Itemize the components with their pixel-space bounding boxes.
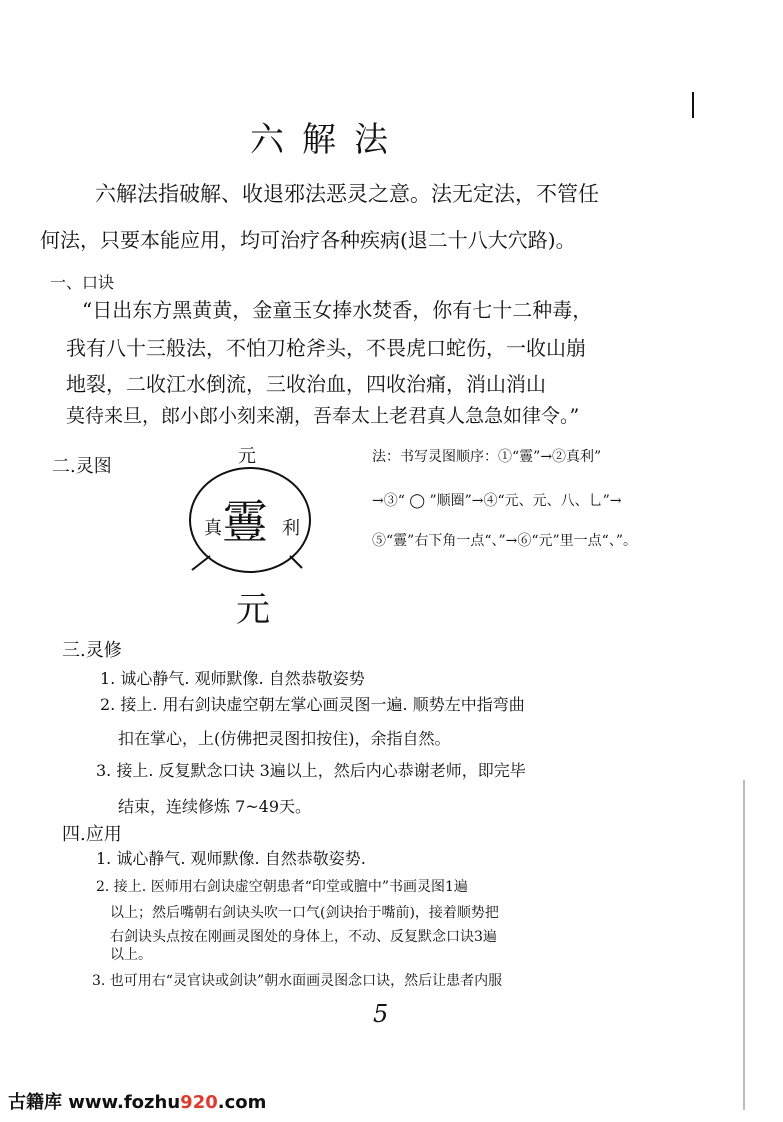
- application-item: 右剑诀头点按在刚画灵图处的身体上，不动、反复默念口诀3遍: [110, 929, 497, 945]
- section-heading-spirit-diagram: 二.灵图: [52, 456, 112, 477]
- watermark-footer: [8, 1088, 266, 1114]
- diagram-right-char: 利: [282, 518, 300, 539]
- diagram-top-char: 元: [238, 446, 256, 467]
- incantation-line: 莫待来旦，郎小郎小刻来潮，吾奉太上老君真人急急如律令。”: [66, 405, 580, 427]
- cultivation-item: 扣在掌心，上(仿佛把灵图扣按住)，余指自然。: [118, 729, 451, 748]
- section-heading-incantation: 一、口诀: [50, 273, 115, 292]
- section-heading-application: 四.应用: [62, 824, 122, 845]
- watermark-url-prefix: www.fozhu: [68, 1092, 181, 1113]
- section-heading-cultivation: 三.灵修: [62, 640, 122, 661]
- watermark-brand: 古籍库: [8, 1092, 62, 1113]
- diagram-method-line: →③“ ◯ ”顺圈”→④“元、元、八、乚”→: [372, 493, 622, 509]
- diagram-method-line: 法：书写灵图顺序：①“霻”→②真利”: [372, 449, 602, 465]
- page-title: 六解法: [250, 120, 406, 160]
- application-item: 以上；然后嘴朝右剑诀头吹一口气(剑诀抬于嘴前)，接着顺势把: [110, 905, 499, 921]
- diagram-left-char: 真: [204, 518, 222, 539]
- page-number: 5: [373, 1000, 389, 1028]
- intro-line-1: 六解法指破解、收退邪法恶灵之意。法无定法，不管任: [95, 182, 599, 206]
- diagram-method-line: ⑤“霻”右下角一点“、”→⑥“元”里一点“、”。: [372, 533, 637, 549]
- incantation-line: “日出东方黑黄黄，金童玉女捧水焚香，你有七十二种毒，: [82, 298, 593, 322]
- application-item: 1. 诚心静气. 观师默像. 自然恭敬姿势.: [96, 849, 366, 868]
- cultivation-item: 2. 接上. 用右剑诀虚空朝左掌心画灵图一遍. 顺势左中指弯曲: [100, 695, 525, 714]
- intro-line-2: 何法，只要本能应用，均可治疗各种疾病(退二十八大穴路)。: [40, 228, 576, 252]
- cultivation-item: 3. 接上. 反复默念口诀 3遍以上，然后内心恭谢老师，即完毕: [96, 761, 526, 780]
- incantation-line: 地裂，二收江水倒流，三收治血，四收治痛，消山消山: [66, 372, 546, 396]
- application-item: 以上。: [110, 947, 152, 963]
- diagram-bottom-char: 元: [236, 590, 270, 630]
- cultivation-item: 1. 诚心静气. 观师默像. 自然恭敬姿势: [100, 669, 365, 688]
- application-item: 2. 接上. 医师用右剑诀虚空朝患者“印堂或膻中”书画灵图1遍: [96, 879, 468, 895]
- diagram-center-char: 霻: [222, 495, 268, 549]
- watermark-url-suffix: .com: [217, 1092, 267, 1113]
- cultivation-item: 结束，连续修炼 7~49天。: [118, 797, 312, 816]
- incantation-line: 我有八十三般法，不怕刀枪斧头，不畏虎口蛇伤，一收山崩: [66, 336, 586, 360]
- application-item: 3. 也可用右“灵官诀或剑诀”朝水面画灵图念口诀，然后让患者内服: [92, 973, 503, 989]
- watermark-url-number: 920: [180, 1092, 218, 1113]
